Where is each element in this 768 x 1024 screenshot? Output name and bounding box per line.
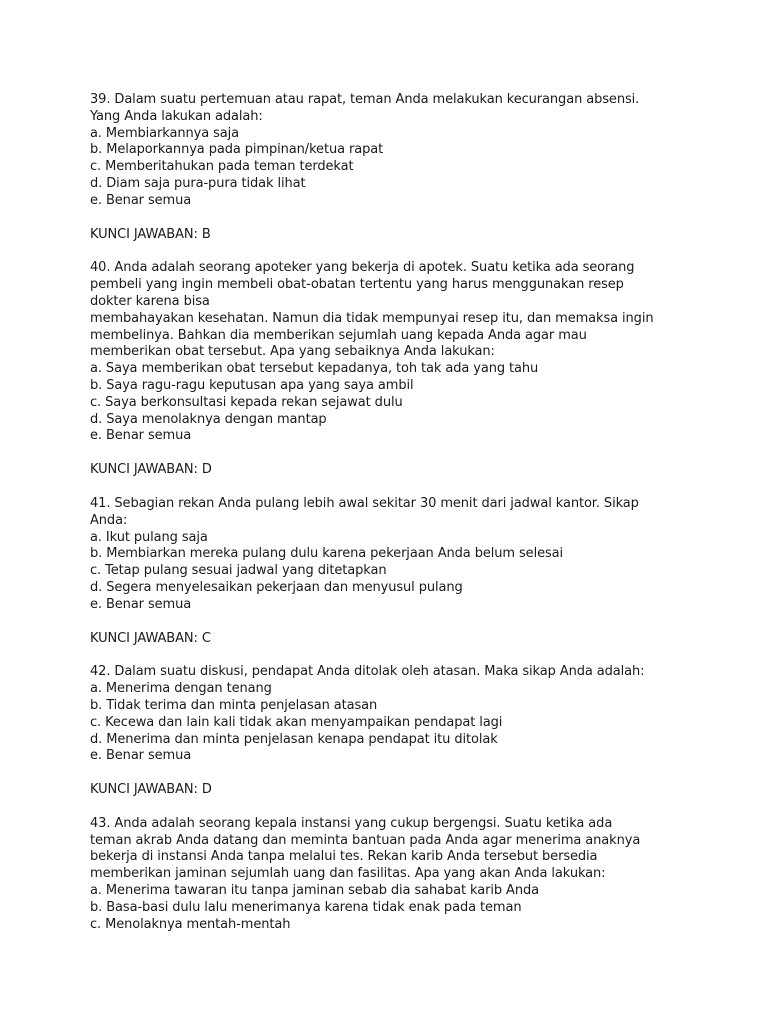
option-c: c. Menolaknya mentah-mentah <box>90 916 291 932</box>
answer-key: KUNCI JAWABAN: D <box>90 782 212 798</box>
question-stem-line: memberikan jaminan sejumlah uang dan fasilitas. Apa yang akan Anda lakukan: <box>90 866 606 882</box>
option-a: a. Saya memberikan obat tersebut kepadanya, toh tak ada yang tahu <box>90 361 539 377</box>
option-d: d. Saya menolaknya dengan mantap <box>90 411 327 427</box>
option-c: c. Tetap pulang sesuai jadwal yang ditetapkan <box>90 563 387 579</box>
question-stem-line: pembeli yang ingin membeli obat-obatan tertentu yang harus menggunakan resep <box>90 277 624 293</box>
option-b: b. Basa-basi dulu lalu menerimanya karena tidak enak pada teman <box>90 899 522 915</box>
question-stem-line: 39. Dalam suatu pertemuan atau rapat, teman Anda melakukan kecurangan absensi. <box>90 92 640 107</box>
question-stem-line: dokter karena bisa <box>90 293 210 309</box>
question-stem-line: 42. Dalam suatu diskusi, pendapat Anda ditolak oleh atasan. Maka sikap Anda adalah: <box>90 664 645 680</box>
question-stem-line: membahayakan kesehatan. Namun dia tidak mempunyai resep itu, dan memaksa ingin <box>90 310 654 326</box>
question-40 <box>90 260 690 479</box>
option-b: b. Tidak terima dan minta penjelasan atasan <box>90 697 378 713</box>
option-a: a. Menerima dengan tenang <box>90 681 272 697</box>
question-stem-line: memberikan obat tersebut. Apa yang sebaiknya Anda lakukan: <box>90 344 495 360</box>
options-list <box>90 126 690 210</box>
options-list <box>90 883 690 933</box>
option-e: e. Benar semua <box>90 192 192 208</box>
option-c: c. Kecewa dan lain kali tidak akan menyampaikan pendapat lagi <box>90 714 503 730</box>
question-stem-line: 43. Anda adalah seorang kepala instansi yang cukup bergengsi. Suatu ketika ada <box>90 815 613 831</box>
option-d: d. Segera menyelesaikan pekerjaan dan menyusul pulang <box>90 579 463 595</box>
document-content <box>90 92 690 933</box>
option-b: b. Membiarkan mereka pulang dulu karena pekerjaan Anda belum selesai <box>90 546 564 562</box>
question-stem-line: 41. Sebagian rekan Anda pulang lebih awal sekitar 30 menit dari jadwal kantor. Sikap <box>90 495 639 511</box>
option-a: a. Ikut pulang saja <box>90 529 208 545</box>
option-c: c. Memberitahukan pada teman terdekat <box>90 159 354 175</box>
options-list <box>90 530 690 614</box>
option-d: d. Diam saja pura-pura tidak lihat <box>90 175 306 191</box>
option-e: e. Benar semua <box>90 428 192 444</box>
option-a: a. Menerima tawaran itu tanpa jaminan sebab dia sahabat karib Anda <box>90 883 539 899</box>
option-c: c. Saya berkonsultasi kepada rekan sejawat dulu <box>90 394 403 410</box>
answer-key: KUNCI JAWABAN: C <box>90 630 211 646</box>
question-stem-line: teman akrab Anda datang dan meminta bantuan pada Anda agar menerima anaknya <box>90 832 641 848</box>
question-stem-line: Anda: <box>90 512 128 528</box>
question-39 <box>90 92 690 243</box>
answer-key: KUNCI JAWABAN: D <box>90 462 212 478</box>
question-41 <box>90 496 690 647</box>
answer-key: KUNCI JAWABAN: B <box>90 226 211 242</box>
option-b: b. Melaporkannya pada pimpinan/ketua rapat <box>90 142 384 158</box>
option-b: b. Saya ragu-ragu keputusan apa yang saya ambil <box>90 377 414 393</box>
question-stem-line: bekerja di instansi Anda tanpa melalui tes. Rekan karib Anda tersebut bersedia <box>90 849 598 865</box>
options-list <box>90 681 690 765</box>
option-d: d. Menerima dan minta penjelasan kenapa pendapat itu ditolak <box>90 731 498 747</box>
question-42 <box>90 664 690 799</box>
question-43 <box>90 816 690 934</box>
options-list <box>90 361 690 445</box>
question-stem-line: Yang Anda lakukan adalah: <box>90 108 263 124</box>
option-a: a. Membiarkannya saja <box>90 125 240 141</box>
question-stem-line: membelinya. Bahkan dia memberikan sejumlah uang kepada Anda agar mau <box>90 327 587 343</box>
question-stem-line: 40. Anda adalah seorang apoteker yang bekerja di apotek. Suatu ketika ada seorang <box>90 260 635 276</box>
option-e: e. Benar semua <box>90 748 192 764</box>
option-e: e. Benar semua <box>90 596 192 612</box>
